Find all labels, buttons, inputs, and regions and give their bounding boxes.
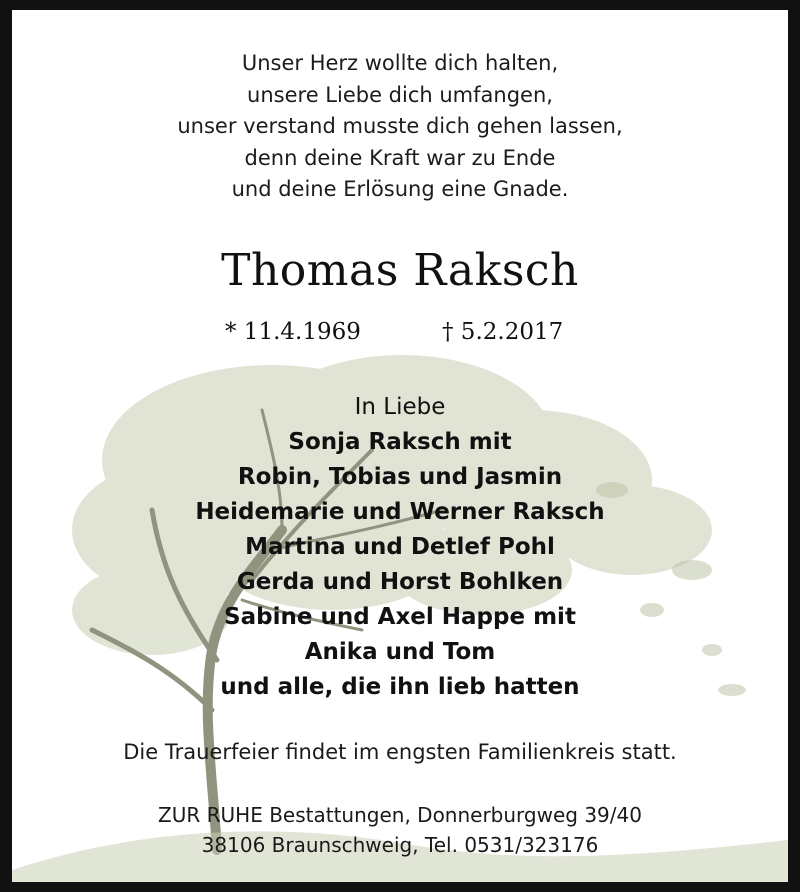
verse-line: und deine Erlösung eine Gnade. [231,177,569,201]
mourners-intro: In Liebe [354,394,446,420]
verse [12,48,788,206]
mourners-list [12,390,788,705]
mourner-line: Sonja Raksch mit [288,429,512,455]
verse-line: unsere Liebe dich umfangen, [247,82,553,107]
mourner-line: und alle, die ihn lieb hatten [220,674,580,700]
undertaker-info [12,800,788,860]
undertaker-line: 38106 Braunschweig, Tel. 0531/323176 [201,833,599,857]
deceased-name: Thomas Raksch [221,245,579,296]
mourner-line: Robin, Tobias und Jasmin [237,464,563,490]
verse-line: unser verstand musste dich gehen lassen, [177,114,623,138]
mourner-line: Martina und Detlef Pohl [245,534,555,560]
birth-date: * 11.4.1969 [225,319,361,345]
undertaker-line: ZUR RUHE Bestattungen, Donnerburgweg 39/40 [158,803,642,827]
death-date: † 5.2.2017 [442,319,564,345]
mourner-line: Sabine und Axel Happe mit [224,604,576,630]
mourner-line: Heidemarie und Werner Raksch [195,499,605,525]
mourner-line: Anika und Tom [304,639,496,665]
verse-line: denn deine Kraft war zu Ende [244,145,556,170]
verse-line: Unser Herz wollte dich halten, [241,51,559,75]
mourner-line: Gerda und Horst Bohlken [236,569,564,595]
funeral-notice: Die Trauerfeier findet im engsten Familienkreis statt. [123,740,677,764]
